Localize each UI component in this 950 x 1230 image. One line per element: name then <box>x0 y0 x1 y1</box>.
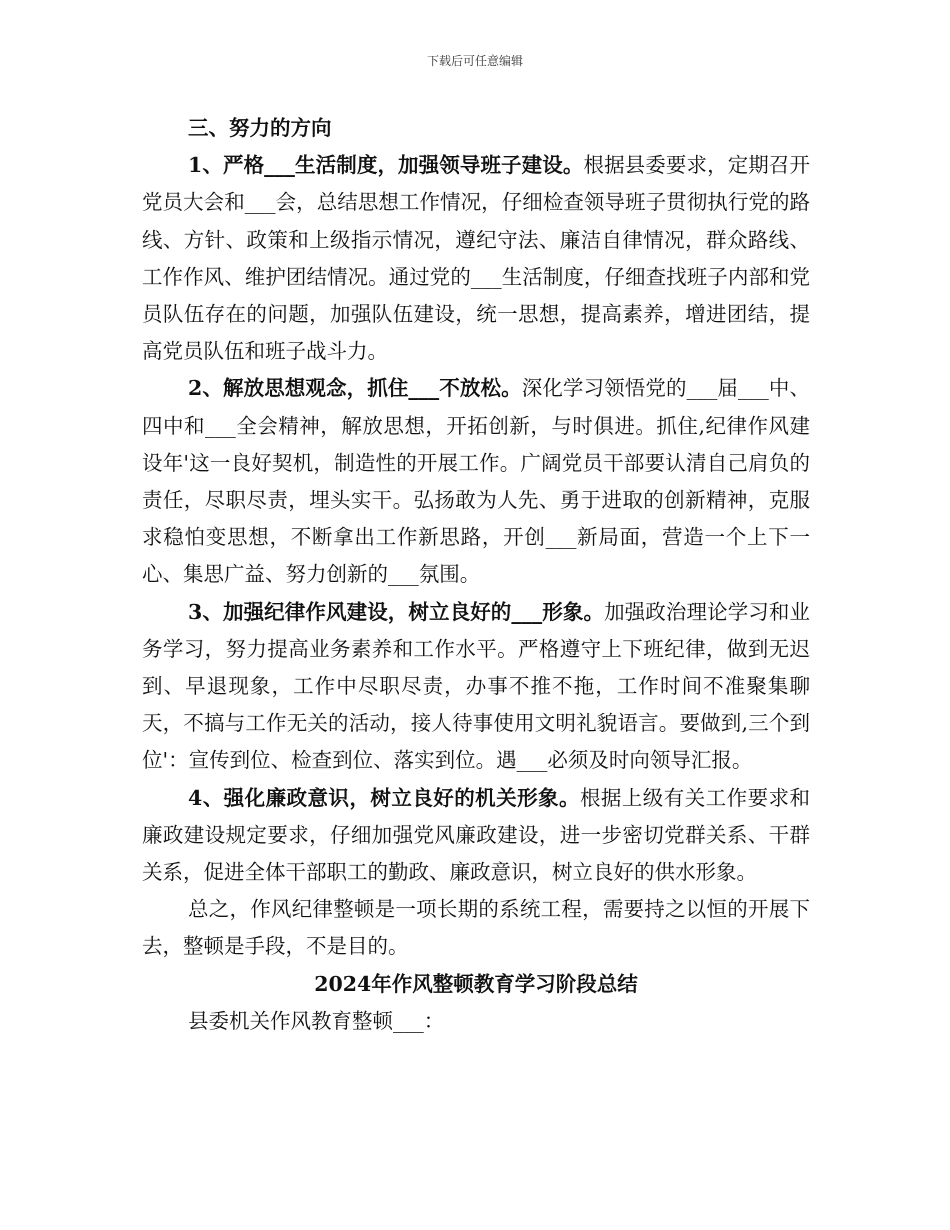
paragraph-4 <box>142 780 810 892</box>
paragraph-summary <box>142 891 810 965</box>
section-heading-text: 三、努力的方向 <box>188 116 332 140</box>
paragraph-2-heading: 2、解放思想观念，抓住___不放松。 <box>188 376 522 401</box>
paragraph-2 <box>142 370 810 593</box>
document-title <box>142 966 810 1003</box>
last-line: 县委机关作风教育整顿___： <box>188 1008 445 1033</box>
paragraph-4-text: 根据上级有关工作要求和廉政建设规定要求，仔细加强党风廉政建设，进一步密切党群关系、干群关系，促进全体干部职工的勤政、廉政意识，树立良好的供水形象。 <box>142 785 811 885</box>
paragraph-2-text: 深化学习领悟党的___届___中、四中和___全会精神，解放思想，开拓创新，与时俱进。抓住,纪律作风建设年'这一良好契机，制造性的开展工作。广阔党员干部要认清自己肩负的责任，尽职尽责，埋头实干。弘扬敢为人先、勇于进取的创新精神，克服求稳怕变思想，不断拿出工作新思路，开创___新局面，营造一个上下一心、集思广益、努力创新的___氛围。 <box>142 376 810 587</box>
paragraph-1 <box>142 147 810 370</box>
paragraph-3-text: 加强政治理论学习和业务学习，努力提高业务素养和工作水平。严格遵守上下班纪律，做到无迟到、早退现象，工作中尽职尽责，办事不推不拖，工作时间不准聚集聊天，不搞与工作无关的活动，接人待事使用文明礼貌语言。要做到,三个到位'：宣传到位、检查到位、落实到位。遇___必须及时向领导汇报。 <box>142 599 811 773</box>
paragraph-3 <box>142 594 810 780</box>
document-body <box>142 110 810 1040</box>
page-header: 下载后可任意编辑 <box>426 54 523 68</box>
paragraph-4-heading: 4、强化廉政意识，树立良好的机关形象。 <box>188 785 580 810</box>
section-heading <box>142 110 810 147</box>
paragraph-3-heading: 3、加强纪律作风建设，树立良好的___形象。 <box>188 599 605 624</box>
paragraph-1-heading: 1、严格___生活制度，加强领导班子建设。 <box>188 153 584 178</box>
paragraph-1-text: 根据县委要求，定期召开党员大会和___会，总结思想工作情况，仔细检查领导班子贯彻执行党的路线、方针、政策和上级指示情况，遵纪守法、廉洁自律情况，群众路线、工作作风、维护团结情况。通过党的___生活制度，仔细查找班子内部和党员队伍存在的问题，加强队伍建设，统一思想，提高素养，增进团结，提高党员队伍和班子战斗力。 <box>142 153 810 364</box>
document-title-text: 2024年作风整顿教育学习阶段总结 <box>314 971 638 996</box>
paragraph-summary-text: 总之，作风纪律整顿是一项长期的系统工程，需要持之以恒的开展下去，整顿是手段，不是目的。 <box>142 897 810 959</box>
